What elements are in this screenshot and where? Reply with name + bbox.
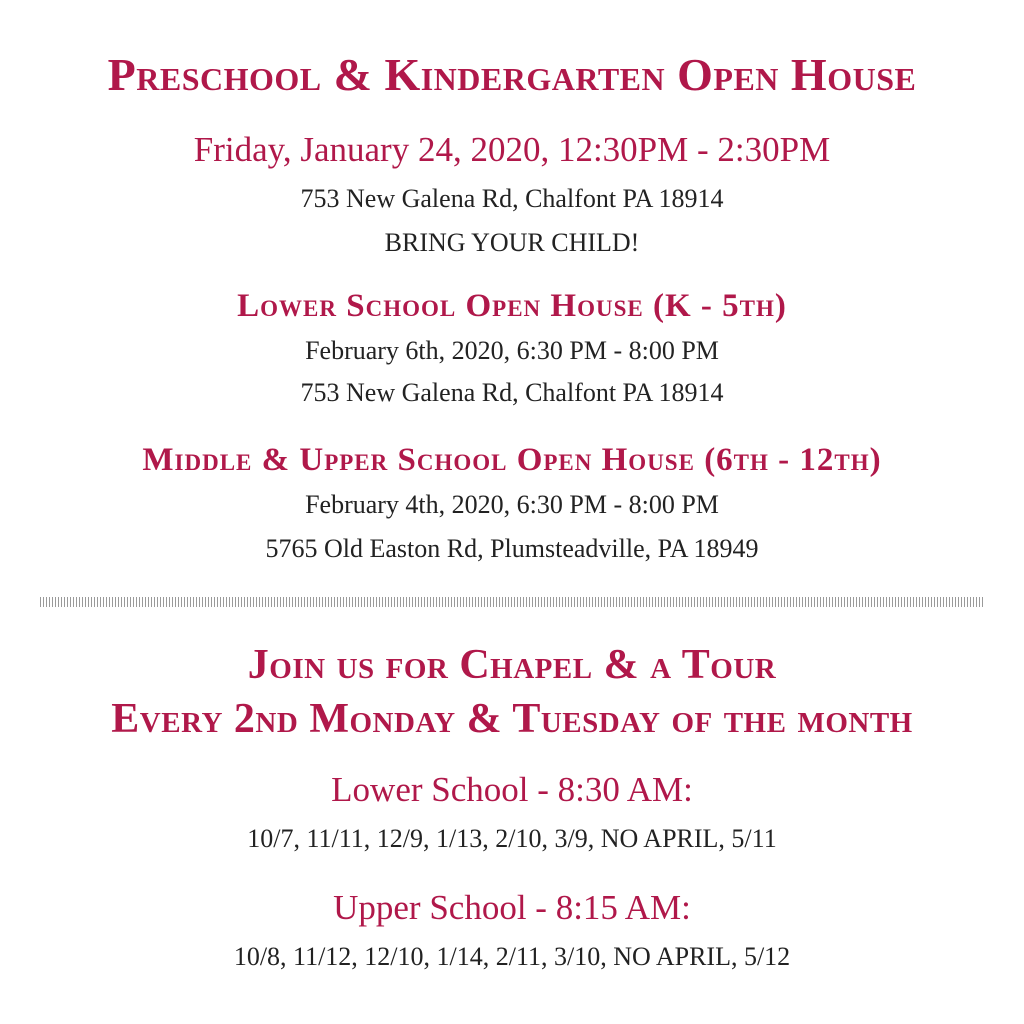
chapel-title-line-1: Join us for Chapel & a Tour bbox=[247, 642, 777, 688]
middle-upper-date-time: February 4th, 2020, 6:30 PM - 8:00 PM bbox=[305, 490, 719, 519]
lower-school-chapel-label: Lower School - 8:30 AM: bbox=[331, 770, 693, 809]
preschool-address: 753 New Galena Rd, Chalfont PA 18914 bbox=[300, 184, 724, 213]
upper-school-chapel-label: Upper School - 8:15 AM: bbox=[333, 888, 691, 927]
lower-school-open-house-title: Lower School Open House (K - 5th) bbox=[237, 288, 787, 324]
section-divider bbox=[40, 597, 984, 607]
preschool-date-time: Friday, January 24, 2020, 12:30PM - 2:30PM bbox=[193, 130, 831, 169]
middle-upper-open-house-title: Middle & Upper School Open House (6th - 12th) bbox=[142, 442, 882, 478]
preschool-note: BRING YOUR CHILD! bbox=[384, 228, 640, 257]
chapel-title-line-2: Every 2nd Monday & Tuesday of the month bbox=[111, 696, 913, 742]
lower-school-address: 753 New Galena Rd, Chalfont PA 18914 bbox=[300, 378, 724, 407]
lower-school-chapel-dates: 10/7, 11/11, 12/9, 1/13, 2/10, 3/9, NO APRIL, 5/11 bbox=[247, 824, 777, 853]
middle-upper-address: 5765 Old Easton Rd, Plumsteadville, PA 18949 bbox=[265, 534, 759, 563]
preschool-open-house-title: Preschool & Kindergarten Open House bbox=[107, 49, 917, 100]
upper-school-chapel-dates: 10/8, 11/12, 12/10, 1/14, 2/11, 3/10, NO APRIL, 5/12 bbox=[233, 942, 791, 971]
lower-school-date-time: February 6th, 2020, 6:30 PM - 8:00 PM bbox=[305, 336, 719, 365]
